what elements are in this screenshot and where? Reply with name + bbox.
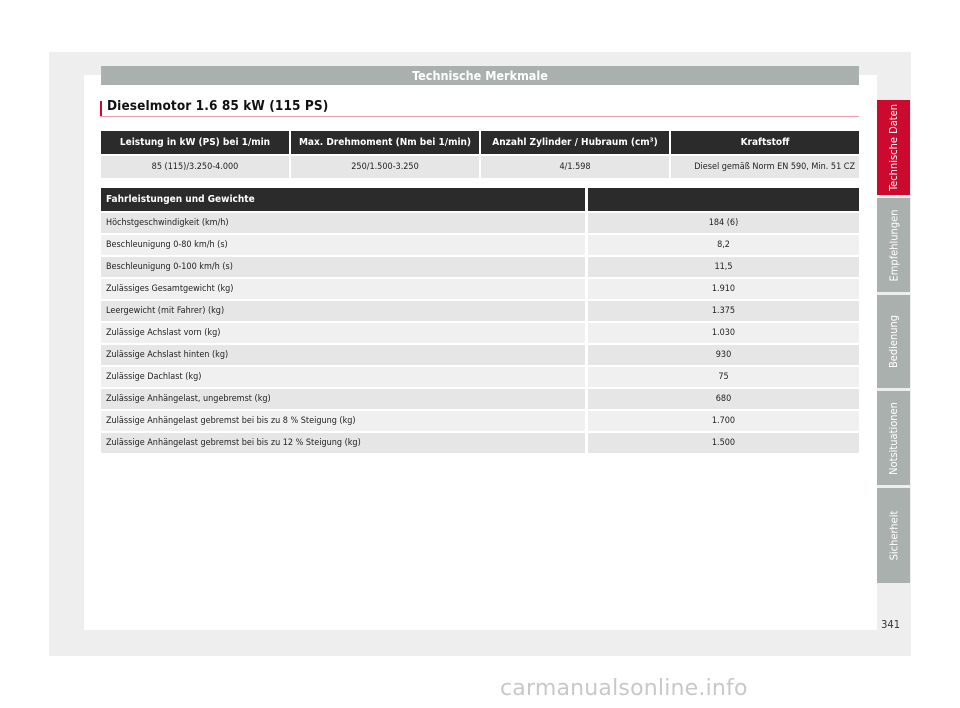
table-row <box>101 431 859 453</box>
row-value: 1.910 <box>588 277 859 299</box>
table-row <box>101 255 859 277</box>
row-value: 930 <box>588 343 859 365</box>
side-tab-label: Sicherheit <box>887 510 900 561</box>
performance-weights-table <box>101 188 859 453</box>
row-value: 11,5 <box>588 255 859 277</box>
table-row <box>101 277 859 299</box>
row-value: 1.030 <box>588 321 859 343</box>
row-value: 75 <box>588 365 859 387</box>
column-header: Max. Drehmoment (Nm bei 1/min) <box>291 131 481 154</box>
row-label: Zulässige Dachlast (kg) <box>101 365 588 387</box>
side-tab-bedienung[interactable] <box>877 295 910 388</box>
table-row <box>101 343 859 365</box>
table-row <box>101 211 859 233</box>
page-number: 341 <box>881 618 900 631</box>
table-row <box>101 387 859 409</box>
side-tab-technische-daten[interactable] <box>877 100 910 195</box>
row-label: Höchstgeschwindigkeit (km/h) <box>101 211 588 233</box>
engine-specs-table <box>101 131 859 178</box>
column-header: Kraftstoff <box>671 131 859 154</box>
side-tab-label: Notsituationen <box>887 401 900 475</box>
side-tab-notsituationen[interactable] <box>877 391 910 485</box>
row-label: Zulässige Anhängelast, ungebremst (kg) <box>101 387 588 409</box>
table-row <box>101 299 859 321</box>
chapter-header: Technische Merkmale <box>101 66 859 85</box>
section-title-underline <box>100 116 859 117</box>
row-label: Zulässige Achslast hinten (kg) <box>101 343 588 365</box>
table-row <box>101 233 859 255</box>
row-label: Zulässiges Gesamtgewicht (kg) <box>101 277 588 299</box>
side-tab-label: Empfehlungen <box>887 209 900 281</box>
table-header-row <box>101 131 859 154</box>
table-cell: 85 (115)/3.250-4.000 <box>101 154 291 178</box>
table-row <box>101 321 859 343</box>
table-row <box>101 409 859 431</box>
side-tab-sicherheit[interactable] <box>877 488 910 583</box>
column-header: Anzahl Zylinder / Hubraum (cm³) <box>481 131 671 154</box>
side-tab-empfehlungen[interactable] <box>877 198 910 292</box>
table-cell: Diesel gemäß Norm EN 590, Min. 51 CZ <box>671 154 859 178</box>
row-value: 184 (6) <box>588 211 859 233</box>
row-value: 8,2 <box>588 233 859 255</box>
row-value: 1.375 <box>588 299 859 321</box>
table-row <box>101 154 859 178</box>
row-value: 1.700 <box>588 409 859 431</box>
row-label: Leergewicht (mit Fahrer) (kg) <box>101 299 588 321</box>
row-label: Zulässige Anhängelast gebremst bei bis zu 12 % Steigung (kg) <box>101 431 588 453</box>
column-header: Fahrleistungen und Gewichte <box>101 188 588 211</box>
row-value: 680 <box>588 387 859 409</box>
table-row <box>101 365 859 387</box>
section-title-accent <box>100 101 102 117</box>
table-cell: 4/1.598 <box>481 154 671 178</box>
table-header-row <box>101 188 859 211</box>
row-label: Beschleunigung 0-80 km/h (s) <box>101 233 588 255</box>
row-value: 1.500 <box>588 431 859 453</box>
table-cell: 250/1.500-3.250 <box>291 154 481 178</box>
row-label: Zulässige Achslast vorn (kg) <box>101 321 588 343</box>
row-label: Zulässige Anhängelast gebremst bei bis zu 8 % Steigung (kg) <box>101 409 588 431</box>
row-label: Beschleunigung 0-100 km/h (s) <box>101 255 588 277</box>
column-header-empty <box>588 188 859 211</box>
watermark: carmanualsonline.info <box>500 676 748 701</box>
side-tab-label: Bedienung <box>887 314 901 369</box>
section-title: Dieselmotor 1.6 85 kW (115 PS) <box>107 98 329 114</box>
side-tab-label: Technische Daten <box>887 103 901 192</box>
column-header: Leistung in kW (PS) bei 1/min <box>101 131 291 154</box>
